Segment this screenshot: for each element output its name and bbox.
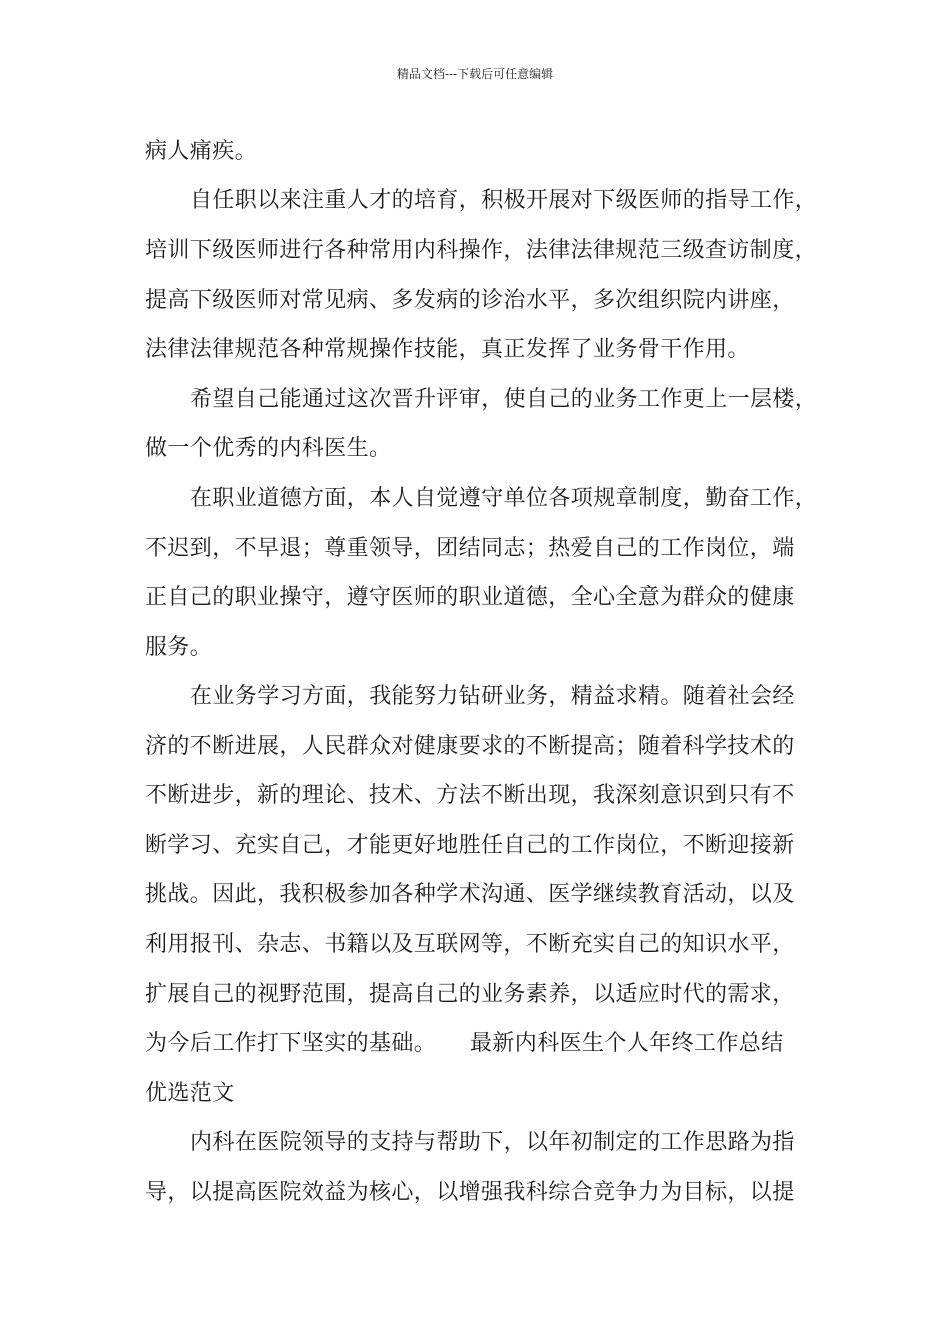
- text-line: 优选范文: [145, 1081, 235, 1106]
- text-line: 正自己的职业操守，遵守医师的职业道德，全心全意为群众的健康: [145, 585, 795, 610]
- text-line: 内科在医院领导的支持与帮助下，以年初制定的工作思路为指: [190, 1130, 795, 1155]
- text-line: 法律法律规范各种常规操作技能，真正发挥了业务骨干作用。: [145, 337, 750, 362]
- text-line: 为今后工作打下坚实的基础。 最新内科医生个人年终工作总结: [145, 1031, 784, 1056]
- text-line: 导，以提高医院效益为核心，以增强我科综合竞争力为目标，以提: [145, 1180, 795, 1205]
- text-line: 自任职以来注重人才的培育，积极开展对下级医师的指导工作，: [190, 188, 818, 213]
- text-line: 不迟到，不早退；尊重领导，团结同志；热爱自己的工作岗位，端: [145, 536, 795, 561]
- text-line: 不断进步，新的理论、技术、方法不断出现，我深刻意识到只有不: [145, 783, 795, 808]
- text-line: 服务。: [145, 635, 213, 660]
- text-line: 在职业道德方面，本人自觉遵守单位各项规章制度，勤奋工作，: [190, 486, 818, 511]
- text-line: 扩展自己的视野范围，提高自己的业务素养，以适应时代的需求，: [145, 982, 795, 1007]
- page-header: 精品文档---下载后可任意编辑: [396, 67, 554, 81]
- text-line: 做一个优秀的内科医生。: [145, 436, 392, 461]
- text-line: 利用报刊、杂志、书籍以及互联网等，不断充实自己的知识水平，: [145, 932, 795, 957]
- text-line: 断学习、充实自己，才能更好地胜任自己的工作岗位，不断迎接新: [145, 833, 795, 858]
- text-line: 挑战。因此，我积极参加各种学术沟通、医学继续教育活动，以及: [145, 882, 795, 907]
- text-line: 病人痛疾。: [145, 139, 258, 164]
- text-line: 提高下级医师对常见病、多发病的诊治水平，多次组织院内讲座，: [145, 288, 795, 313]
- text-line: 济的不断进展，人民群众对健康要求的不断提高；随着科学技术的: [145, 734, 795, 759]
- text-line: 培训下级医师进行各种常用内科操作，法律法律规范三级查访制度，: [145, 238, 818, 263]
- text-line: 在业务学习方面，我能努力钻研业务，精益求精。随着社会经: [190, 684, 795, 709]
- text-line: 希望自己能通过这次晋升评审，使自己的业务工作更上一层楼，: [190, 387, 818, 412]
